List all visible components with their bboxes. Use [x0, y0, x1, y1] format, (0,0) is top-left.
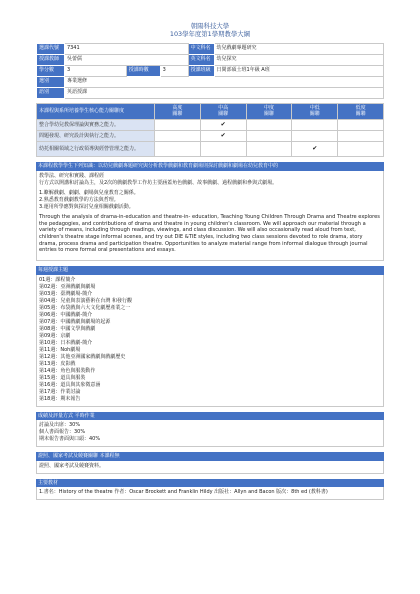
lang-label: 語別	[37, 87, 65, 98]
competency-row	[37, 120, 384, 131]
school-name: 朝陽科技大學	[190, 22, 230, 30]
grading-section	[36, 412, 384, 448]
empty-cell	[338, 142, 384, 157]
week-item: 第18週：期末報告	[39, 395, 81, 402]
week-item: 第07週：中國戲劇與劇場的起源	[39, 318, 111, 325]
week-item: 第06週：中國戲劇-簡介	[39, 311, 93, 318]
level-mid-low: 中低 關聯	[292, 103, 338, 120]
objectives-body	[36, 171, 384, 261]
level-low: 低度 關聯	[338, 103, 384, 120]
course-chinese-name: 幼兒戲劇專題研究	[214, 43, 383, 54]
class-label: 授課班級	[188, 65, 214, 76]
grading-item: 討論及出席：30%	[39, 422, 81, 429]
credit-value: 3	[64, 65, 126, 76]
week-item: 第09週：京劇	[39, 332, 71, 339]
schedule-body	[36, 275, 384, 407]
empty-cell	[338, 120, 384, 131]
week-item: 第12週：其他亞洲國家戲劇與戲劇歷史	[39, 353, 126, 360]
objectives-line: 行方式以開講和討論為主，及2次的戲劇教學工作坊主要涵蓋角色戲劇、故事戲劇、過程戲劇和參與式劇場。	[39, 179, 278, 186]
hours-label: 授課時數	[126, 65, 160, 76]
term-title: 103學年度第1學期教學大綱	[169, 30, 251, 39]
empty-cell	[155, 120, 201, 131]
objectives-line: 教學法、研究和實踐、課程經	[39, 172, 105, 179]
page-header	[36, 22, 384, 39]
level-high: 高度 關聯	[155, 103, 201, 120]
competency-row	[37, 131, 384, 142]
objectives-section	[36, 162, 384, 261]
week-item: 第03週：臺灣劇場-簡介	[39, 290, 93, 297]
textbook-section	[36, 479, 384, 501]
ename-label: 英文科名	[188, 54, 214, 65]
empty-cell	[246, 142, 292, 157]
textbook-body: 1.書名：History of the theatre 作者：Oscar Brockett and Franklin Hildy 出版社：Allyn and Bacon 版次：8th ed (教科書)	[36, 487, 384, 500]
competency-header: 本課程與系所培養學生核心能力關聯度	[37, 103, 155, 120]
exam-section	[36, 452, 384, 474]
class-value: 日間部碩士班1年級 A班	[214, 65, 383, 76]
grading-header: 成績及評量方式 平時作業	[36, 412, 384, 421]
week-item: 第11週：Noh劇場	[39, 346, 81, 353]
empty-cell	[246, 131, 292, 142]
week-item: 第14週：角色與服裝動作	[39, 367, 96, 374]
week-item: 第08週：中國文學與戲劇	[39, 325, 96, 332]
course-info-table	[36, 43, 384, 99]
code-label: 選課代號	[37, 43, 65, 54]
week-item: 第04週：兒童與表演藝術在台灣 和發行觀	[39, 297, 132, 304]
competency-text: 問題發現、研究設計與執行之能力。	[37, 131, 155, 142]
empty-cell	[292, 120, 338, 131]
objective-point: 3.運用所學應對與探討兒童相關戲劇活動。	[39, 203, 134, 210]
lang-value: 英語授課	[64, 87, 383, 98]
week-item: 第10週：日本戲劇-簡介	[39, 339, 93, 346]
type-value: 專業選修	[64, 76, 383, 87]
week-item: 第05週：布袋戲與六大文化劇歷產業之一	[39, 304, 131, 311]
empty-cell	[155, 131, 201, 142]
level-mid-high: 中高 關聯	[200, 103, 246, 120]
empty-cell	[200, 142, 246, 157]
course-english-name: 幼兒探究	[214, 54, 383, 65]
schedule-header: 每週授課主題	[36, 266, 384, 275]
objectives-header: 本課程教學學生下列知識：以幼兒戲劇專題研究與分析教學戲劇和教育劇場則探討戲劇和劇場在幼兒教育中的	[36, 162, 384, 171]
objective-point: 2.熟悉教育戲劇教學的方法與哲理。	[39, 196, 119, 203]
week-item: 01週：課程簡介	[39, 276, 76, 283]
competency-text: 整合學幼兒教保理論與實務之能力。	[37, 120, 155, 131]
week-item: 第15週：道具與服裝	[39, 374, 86, 381]
exam-body: 證照、國家考試及競賽資料。	[36, 461, 384, 474]
grading-body	[36, 420, 384, 447]
grading-item: 個人書面報告：30%	[39, 429, 86, 436]
objectives-english: Through the analysis of drama-in-education and theatre-in- education, Teaching Young Children Through Drama and Theatre explores the pedagogies, and contributions of drama and theatre in young children's classroom. We will approach our material through a variety of means, including through readings, viewings, and class discussion. We will also occasionally read aloud from text, children's theatre stage informal scenes, and try out DIE &TIE styles, including two class sessions devoted to role drama, story drama, process drama and participation theatre. Opportunities to analyze material range from informal dialogue through journal entries to more formal oral presentations and essays.	[39, 213, 380, 254]
teacher-label: 授課教師	[37, 54, 65, 65]
check-icon: ✔	[200, 120, 246, 131]
competency-row	[37, 142, 384, 157]
course-code: 7341	[64, 43, 188, 54]
credit-label: 學分數	[37, 65, 65, 76]
grading-item: 期末報告書面與口頭：40%	[39, 436, 101, 443]
schedule-section	[36, 266, 384, 407]
textbook-header: 主要教材	[36, 479, 384, 488]
empty-cell	[155, 142, 201, 157]
empty-cell	[246, 120, 292, 131]
week-item: 第16週：道具與其象徵意涵	[39, 381, 101, 388]
empty-cell	[338, 131, 384, 142]
competency-text: 幼托相關領域之行政領導與經營管理之能力。	[37, 142, 155, 157]
hours-value: 3	[160, 65, 188, 76]
week-item: 第13週：皮影戲	[39, 360, 76, 367]
objective-point: 1.瞭解戲劇、劇劇、劇場與兒童教育之關係。	[39, 189, 139, 196]
exam-header: 證照、國家考試及競賽關聯 本課程無	[36, 452, 384, 461]
empty-cell	[292, 131, 338, 142]
type-label: 選別	[37, 76, 65, 87]
level-mid: 中度 關聯	[246, 103, 292, 120]
week-item: 第02週：亞洲戲劇與劇場	[39, 283, 96, 290]
check-icon: ✔	[200, 131, 246, 142]
week-item: 第17週：作業討論	[39, 388, 81, 395]
teacher-name: 吳蕾儒	[64, 54, 188, 65]
competency-table	[36, 103, 384, 158]
check-icon: ✔	[292, 142, 338, 157]
cname-label: 中文科名	[188, 43, 214, 54]
